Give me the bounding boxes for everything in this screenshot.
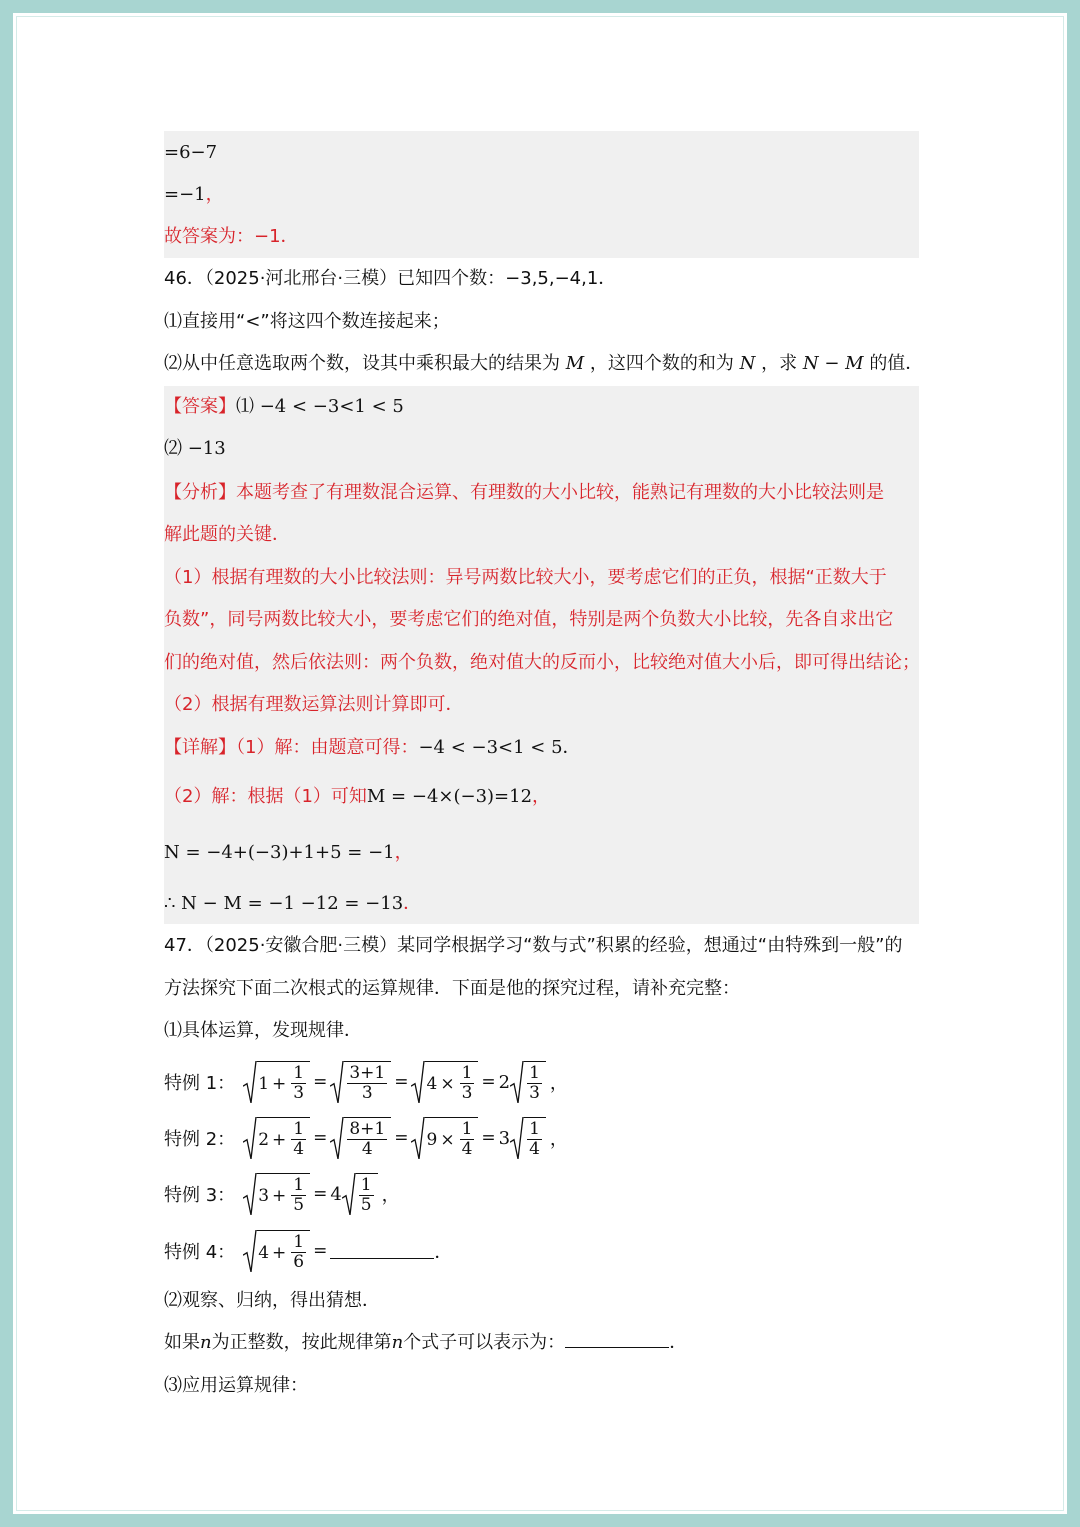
q46-detail-3: N = −4+(−3)+1+5 = −1，	[164, 842, 413, 863]
sqrt-term: $\frac{1}{4}$	[510, 1117, 546, 1159]
answer-blank-1[interactable]	[330, 1244, 434, 1259]
q46-detail-4: ∴ N − M = −1 −12 = −13．	[164, 893, 422, 914]
sqrt-term: 4 × $\frac{1}{3}$	[411, 1061, 478, 1103]
q46-part1: ⑴直接用“<”将这四个数连接起来；	[164, 311, 450, 332]
example-4: 特例 4： 4 + $\frac{1}{6}$ = ．	[164, 1232, 453, 1272]
q46-analysis-6: （2）根据有理数运算法则计算即可．	[164, 694, 464, 715]
sqrt-term: $\frac{3+1}{3}$	[330, 1061, 391, 1103]
q47-stem-2: 方法探究下面二次根式的运算规律．下面是他的探究过程，请补充完整：	[164, 978, 740, 999]
sqrt-term: $\frac{8+1}{4}$	[330, 1117, 391, 1159]
sqrt-term: 3 + $\frac{1}{5}$	[243, 1173, 310, 1215]
q46-answer-2: ⑵ −13	[164, 438, 226, 459]
example-2-label: 特例 2：	[164, 1129, 236, 1150]
q47-guess: 如果n为正整数，按此规律第n个式子可以表示为： ．	[164, 1332, 688, 1353]
q47-part2: ⑵观察、归纳，得出猜想．	[164, 1290, 380, 1311]
example-1-label: 特例 1：	[164, 1073, 236, 1094]
q45-answer: 故答案为：−1．	[164, 226, 299, 247]
sqrt-term: $\frac{1}{5}$	[342, 1173, 378, 1215]
sqrt-term: 2 + $\frac{1}{4}$	[243, 1117, 310, 1159]
q46-analysis-5: 们的绝对值，然后依法则：两个负数，绝对值大的反而小，比较绝对值大小后，即可得出结论；	[164, 652, 920, 673]
example-2: 特例 2： 2 + $\frac{1}{4}$ = $\frac{8+1}{4}$ = 9 × $\frac{1}{4}$ = 3 $\frac{1}{4}$ ，	[164, 1119, 568, 1159]
sqrt-term: 9 × $\frac{1}{4}$	[411, 1117, 478, 1159]
example-3: 特例 3： 3 + $\frac{1}{5}$ = 4 $\frac{1}{5}$ ，	[164, 1175, 400, 1215]
q47-part1: ⑴具体运算，发现规律．	[164, 1020, 362, 1041]
example-1: 特例 1： 1 + $\frac{1}{3}$ = $\frac{3+1}{3}$ = 4 × $\frac{1}{3}$ = 2 $\frac{1}{3}$ ，	[164, 1063, 568, 1103]
q46-stem: 46．（2025·河北邢台·三模）已知四个数：−3,5,−4,1．	[164, 268, 617, 289]
q46-analysis-2: 解此题的关键．	[164, 524, 290, 545]
answer-blank-2[interactable]	[565, 1333, 669, 1348]
q45-step-2: =−1，	[164, 184, 224, 205]
sqrt-term: 4 + $\frac{1}{6}$	[243, 1230, 310, 1272]
sqrt-term: 1 + $\frac{1}{3}$	[243, 1061, 310, 1103]
q45-step-1: =6−7	[164, 142, 218, 163]
q46-detail-1: 【详解】（1）解：由题意可得：−4 < −3<1 < 5．	[164, 737, 581, 758]
example-4-label: 特例 4：	[164, 1242, 236, 1263]
q46-analysis-4: 负数”，同号两数比较大小，要考虑它们的绝对值，特别是两个负数大小比较，先各自求出它	[164, 609, 894, 630]
q46-part2: ⑵从中任意选取两个数，设其中乘积最大的结果为 M ，这四个数的和为 N ，求 N − M 的值．	[164, 353, 924, 374]
q46-detail-2: （2）解：根据（1）可知M = −4×(−3)=12，	[164, 786, 551, 807]
q46-analysis-3: （1）根据有理数的大小比较法则：异号两数比较大小，要考虑它们的正负，根据“正数大于	[164, 567, 887, 588]
sqrt-term: $\frac{1}{3}$	[510, 1061, 546, 1103]
q46-analysis-1: 【分析】本题考查了有理数混合运算、有理数的大小比较，能熟记有理数的大小比较法则是	[164, 482, 884, 503]
q47-part3: ⑶应用运算规律：	[164, 1375, 308, 1396]
q47-stem-1: 47．（2025·安徽合肥·三模）某同学根据学习“数与式”积累的经验，想通过“由特殊到一般”的	[164, 935, 903, 956]
q46-answer-1: 【答案】⑴ −4 < −3<1 < 5	[164, 396, 404, 417]
example-3-label: 特例 3：	[164, 1185, 236, 1206]
